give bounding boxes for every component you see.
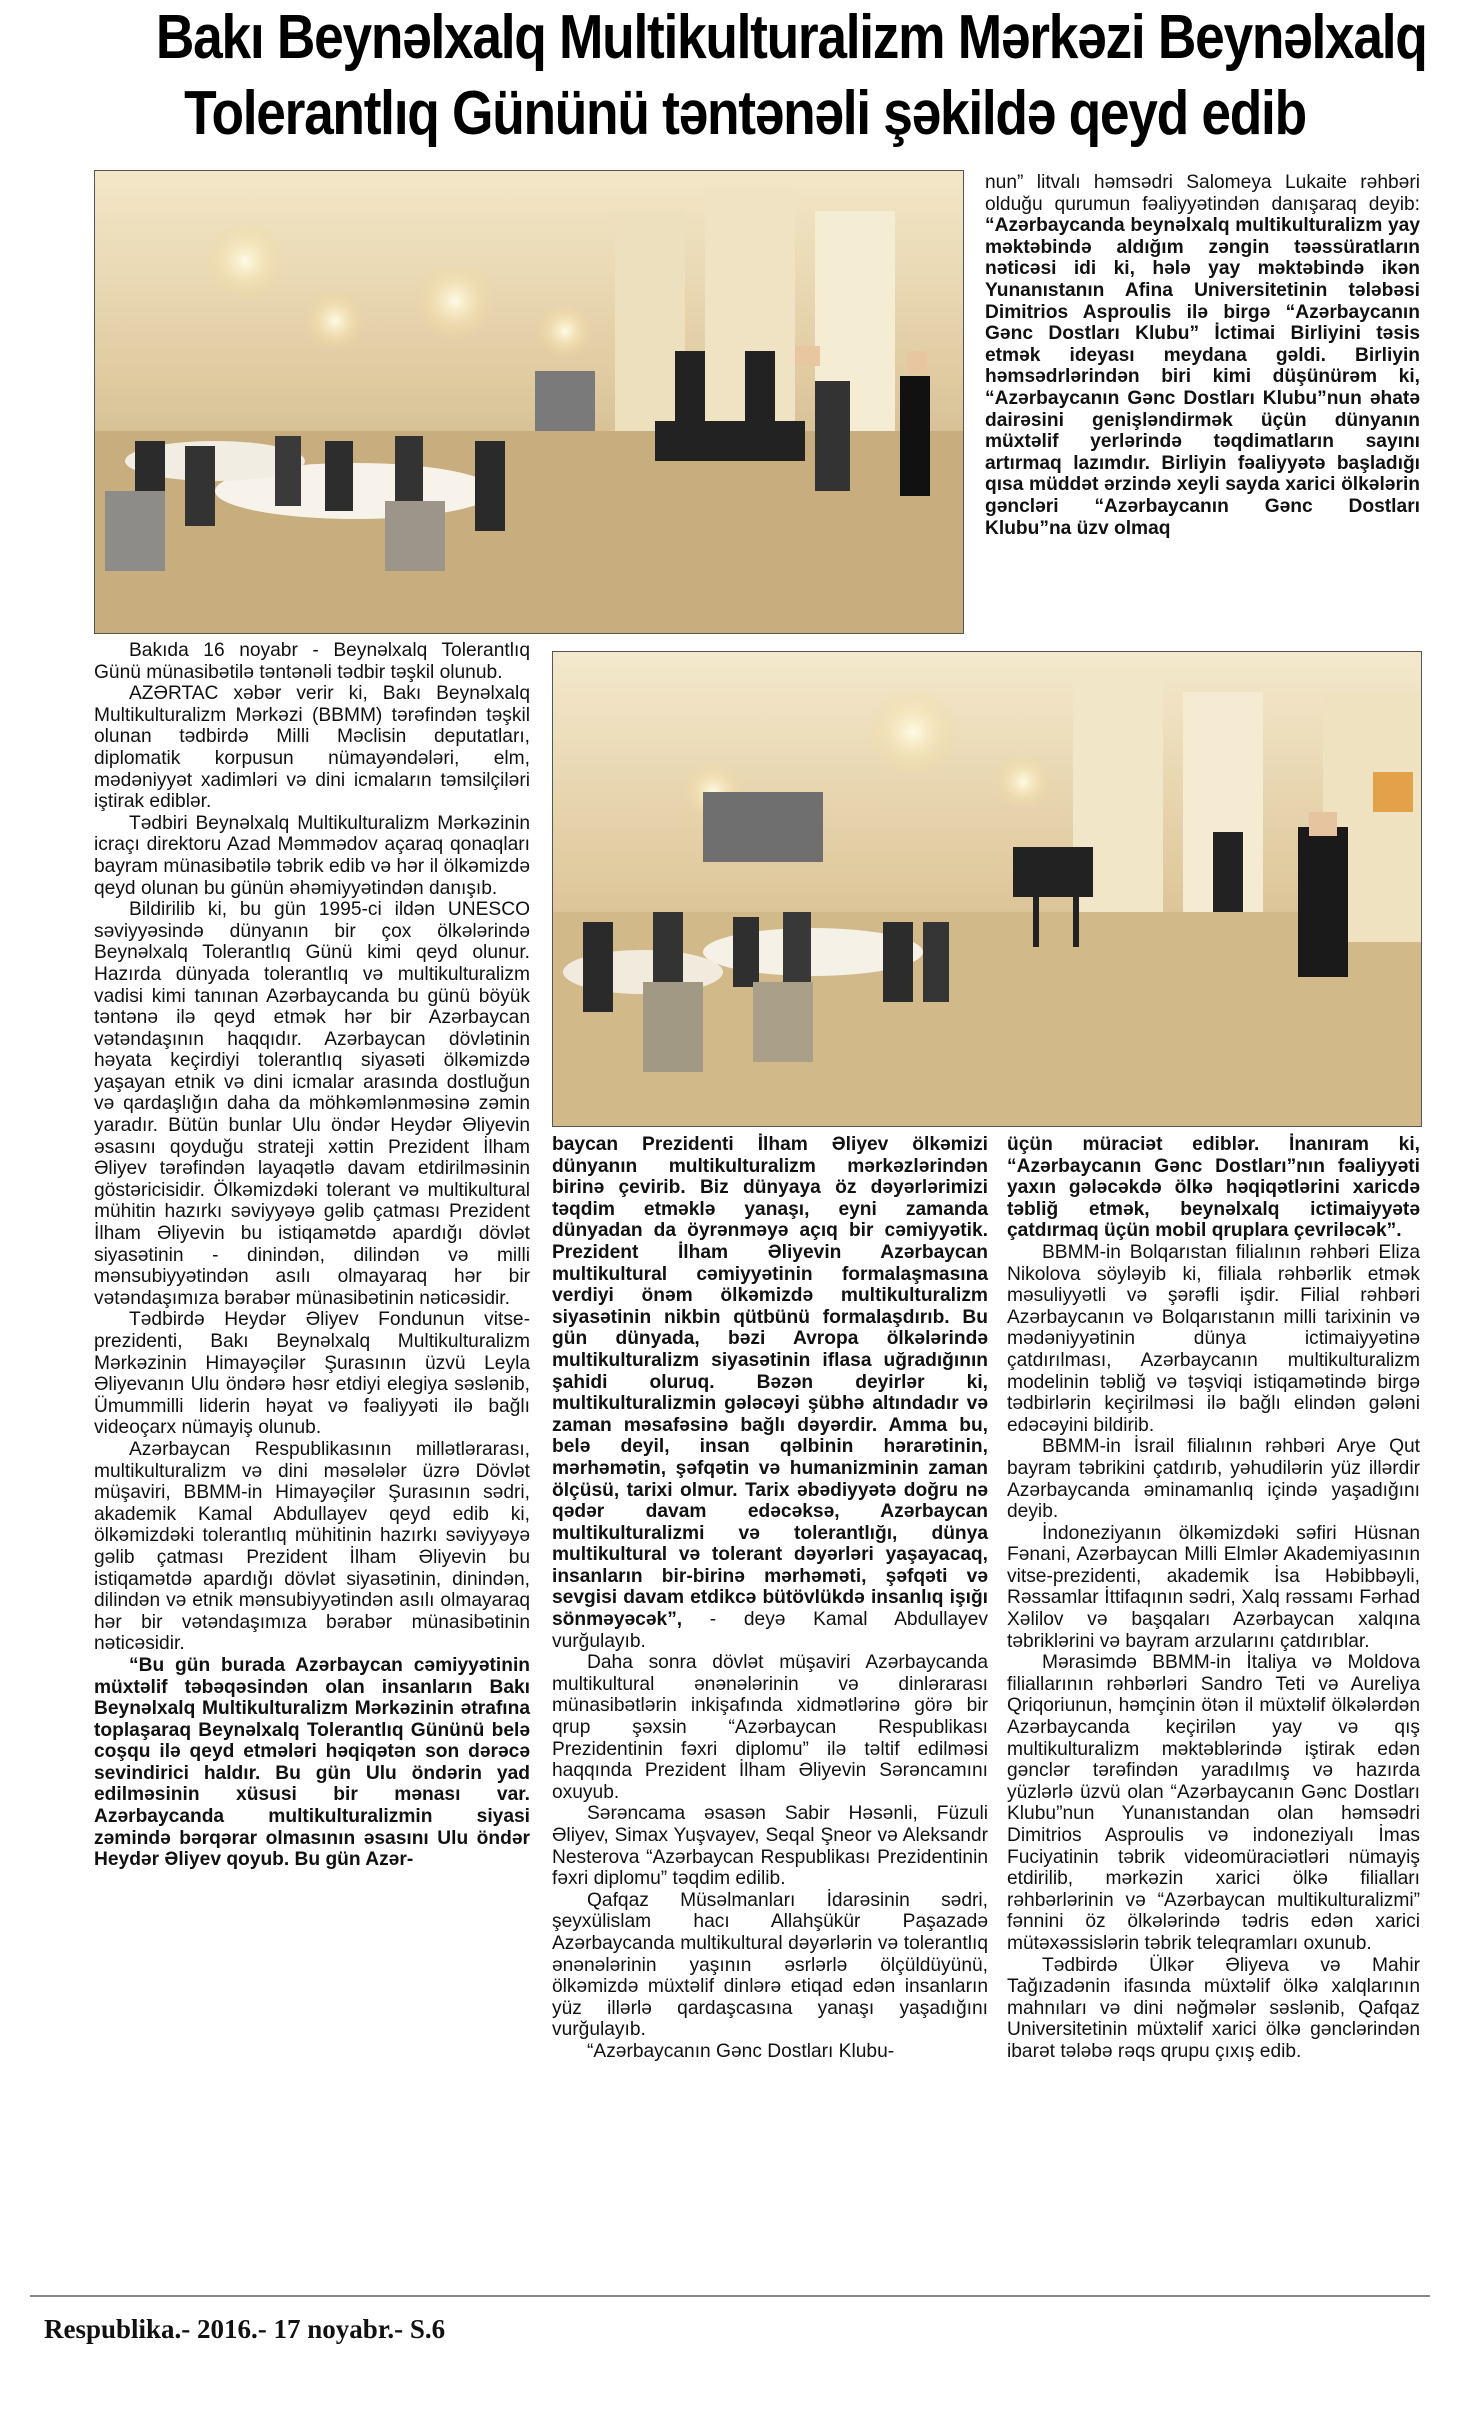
paragraph [94,683,530,813]
paragraph-text: “Bu gün burada Azərbaycan cəmiyyətinin müxtəlif təbəqəsindən olan insanların Bakı Beynəlxalq Multikulturalizm Mərkəzinin ətrafına toplaşaraq Beynəlxalq Tolerantlıq Gününü belə coşqu ilə qeyd etmələri həqiqətən son dərəcə sevindirici haldır. Bu gün Ulu öndərin yad edilməsinin xüsusi bir mənası var. Azərbaycanda multikulturalizmin siyasi zəmində bərqərar olmasının əsasını Ulu öndər Heydər Əliyev qoyub. Bu gün Azər- [94,1654,530,1871]
paragraph [985,172,1420,539]
paragraph-text: Tədbirdə Heydər Əliyev Fondunun vitse-prezidenti, Bakı Beynəlxalq Multikulturalizm Mərkəzinin Himayəçilər Şurasının üzvü Leyla Əliyevanın Ulu öndərə həsr etdiyi elegiya səslənib, Ümummilli liderin həyat və fəaliyyəti ilə bağlı videoçarx nümayiş olunub. [94,1309,530,1439]
headline-line-1: Bakı Beynəlxalq Multikulturalizm Mərkəzi Beynəlxalq [155,3,1427,72]
headline-line-2: Tolerantlıq Gününü təntənəli şəkildə qeyd edib [184,79,1306,148]
paragraph [1007,1523,1420,1653]
paragraph-text: Bildirilib ki, bu gün 1995-ci ildən UNESCO səviyyəsində dünyanın bir çox ölkələrində Beynəlxalq Tolerantlıq Günü kimi qeyd olunur. Hazırda dünyada tolerantlıq və multikulturalizm vadisi kimi tanınan Azərbaycanda bu günü böyük təntənə ilə qeyd etmək hər bir Azərbaycan vətəndaşının haqqıdır. Azərbaycan dövlətinin həyata keçirdiyi tolerantlıq siyasəti ölkəmizdə yaşayan etnik və dini icmalar arasında dostluğun və qardaşlığın daha da möhkəmlənməsinə zəmin yaradır. Bütün bunlar Ulu öndər Heydər Əliyevin əsasını qoyduğu strateji xəttin Prezident İlham Əliyev tərəfindən layaqətlə davam etdirilməsinin göstəricisidir. Ölkəmizdəki tolerant və multikultural mühitin hazırkı səviyyəyə gəlib çatması Prezident İlham Əliyevin bu istiqamətdə apardığı dövlət siyasətinin - dinindən, dilindən və milli mənsubiyyətindən asılı olmayaraq hər bir vətəndaşımıza bərabər münasibətinin nəticəsidir. [94,899,530,1309]
paragraph [552,1803,988,1889]
headline [155,0,1427,148]
article-column-2 [552,1134,988,2063]
paragraph-text: Tədbiri Beynəlxalq Multikulturalizm Mərkəzinin icraçı direktoru Azad Məmmədov açaraq qonaqları bayram münasibətilə təbrik edib və hər il ölkəmizdə qeyd olunan bu günün əhəmiyyətindən danışıb. [94,812,530,899]
paragraph-text: Qafqaz Müsəlmanları İdarəsinin sədri, şeyxülislam hacı Allahşükür Paşazadə Azərbaycanda multikultural dəyərlərin və tolerantlıq ənənələrinin yaşının əsrlərlə ölçüldüyünü, ölkəmizdə müxtəlif dinlərə etiqad edən insanların yüz illərlə qardaşcasına yanaşı yaşadığını vurğulayıb. [552,1889,988,2041]
paragraph-text: “Azərbaycanın Gənc Dostları Klubu- [587,2040,895,2062]
paragraph-text: İndoneziyanın ölkəmizdəki səfiri Hüsnan Fənani, Azərbaycan Milli Elmlər Akademiyasının vitse-prezidenti, akademik İsa Həbibbəyli, Rəssamlar İttifaqının sədri, Xalq rəssamı Fərhad Xəlilov və başqaları Azərbaycan xalqına təbriklərini və bayram arzularını çatdırıblar. [1007,1522,1420,1652]
paragraph [552,1134,988,1652]
paragraph-text: üçün müraciət ediblər. İnanıram ki, “Azərbaycanın Gənc Dostları”nın fəaliyyəti yaxın gələcəkdə ölkə həqiqətlərini xaricdə təbliğ etmək, beynəlxalq ictimaiyyətə çatdırmaq üçün mobil qruplara çevriləcək”. [1007,1134,1420,1242]
paragraph [552,2041,988,2063]
paragraph-text: Daha sonra dövlət müşaviri Azərbaycanda multikultural ənənələrinin və dinlərarası münasibətlərin inkişafında xidmətlərinə görə bir qrup şəxsin “Azərbaycan Respublikası Prezidentinin fəxri diplomu” ilə təltif edilməsi haqqında Prezident İlham Əliyevin Sərəncamını oxuyub. [552,1652,988,1803]
source-citation: Respublika.- 2016.- 17 noyabr.- S.6 [44,2314,446,2344]
paragraph-text: Azərbaycan Respublikasının millətlərarası, multikulturalizm və dini məsələlər üzrə Dövlət müşaviri, BBMM-in Himayəçilər Şurasının sədri, akademik Kamal Abdullayev qeyd edib ki, ölkəmizdəki tolerantlıq mühitinin hazırkı səviyyəyə gəlib çatması Prezident İlham Əliyevin bu istiqamətdə apardığı dövlət siyasətinin, dinindən, dilindən və etnik mənsubiyyətindən asılı olmayaraq hər bir vətəndaşımıza bərabər münasibətinin nəticəsidir. [94,1438,530,1655]
paragraph-text: Tədbirdə Ülkər Əliyeva və Mahir Tağızadənin ifasında müxtəlif ölkə xalqlarının mahnıları və dini nəğmələr səslənib, Qafqaz Universitetinin müxtəlif xarici ölkə gənclərindən ibarət tələbə rəqs qrupu çıxış edib. [1007,1954,1420,2062]
paragraph-tail: - deyə Kamal Abdullayev vurğulayıb. [552,1609,988,1652]
paragraph-text: baycan Prezidenti İlham Əliyev ölkəmizi dünyanın multikulturalizm mərkəzlərindən birinə çevirib. Biz dünyaya öz dəyərlərimizi təqdim etməklə yanaşı, eyni zamanda dünyadan da öyrənməyə açıq bir cəmiyyətik. Prezident İlham Əliyevin Azərbaycan multikultural cəmiyyətinin formalaşmasına verdiyi önəm ölkəmizdə multikulturalizm siyasətinin nikbin qütbünü formalaşdırıb. Bu gün dünyada, bəzi Avropa ölkələrində multikulturalizm siyasətinin iflasa uğradığının şahidi oluruq. Bəzən deyirlər ki, multikulturalizmin gələcəyi şübhə altındadır və zaman məsafəsinə bağlı dəyərdir. Amma bu, belə deyil, insan qəlbinin hərarətinin, mərhəmətin, şəfqətin və humanizminin zaman ölçüsü, tarixi olmur. Tarix əbədiyyətə doğru nə qədər davam edəcəksə, Azərbaycan multikulturalizmi və tolerantlığı, dünya multikultural və tolerant dəyərləri yaşayacaq, insanların bir-birinə mərhəməti, şəfqəti və sevgisi davam etdikcə bütövlükdə insanlıq işığı sönməyəcək”, [552,1134,988,1631]
paragraph-text: Bakıda 16 noyabr - Beynəlxalq Tolerantlıq Günü münasibətilə təntənəli tədbir təşkil olunub. [94,640,530,683]
paragraph [1007,1652,1420,1954]
paragraph [94,1439,530,1655]
paragraph-text: BBMM-in Bolqarıstan filialının rəhbəri Eliza Nikolova söyləyib ki, filiala rəhbərlik etmək məsuliyyətli və şərəfli işdir. Filial rəhbəri Azərbaycanın və Bolqarıstanın milli tarixinin və mədəniyyətinin dünya ictimaiyyətinə çatdırılması, Azərbaycanın multikulturalizm modelinin təbliğ və təşviqi istiqamətində birgə tədbirlərin keçirilməsi ilə bağlı elindən gələni edəcəyini bildirib. [1007,1241,1420,1436]
paragraph [94,1655,530,1871]
paragraph-text: Sərəncama əsasən Sabir Həsənli, Füzuli Əliyev, Simax Yuşvayev, Seqal Şneor və Aleksandr Nesterova “Azərbaycan Respublikası Prezidentinin fəxri diplomu” təqdim edilib. [552,1803,988,1890]
paragraph [1007,1436,1420,1522]
paragraph [1007,1242,1420,1436]
footer-divider [30,2295,1430,2297]
paragraph [1007,1134,1420,1242]
paragraph [94,1309,530,1439]
paragraph-text: BBMM-in İsrail filialının rəhbəri Arye Qut bayram təbrikini çatdırıb, yəhudilərin yüz illərdir Azərbaycanda əminamanlıq içində yaşadığını deyib. [1007,1436,1420,1523]
article-column-1 [94,640,530,1871]
event-hall-photo-2 [552,651,1422,1127]
paragraph-quote: “Azərbaycanda beynəlxalq multikulturalizm yay məktəbində aldığım zəngin təəssüratların nəticəsi idi ki, hələ yay məktəbində ikən Yunanıstanın Afina Universitetinin tələbəsi Dimitrios Asproulis ilə birgə “Azərbaycanın Gənc Dostları Klubu” İctimai Birliyini təsis etmək ideyası meydana gəldi. Birliyin həmsədrlərindən biri kimi düşünürəm ki, “Azərbaycanın Gənc Dostları Klubu”nun əhatə dairəsini genişləndirmək üçün dünyanın müxtəlif yerlərində təqdimatların sayını artırmaq lazımdır. Birliyin fəaliyyətə başladığı qısa müddət ərzində xeyli sayda xarici ölkələrin gəncləri “Azərbaycanın Gənc Dostları Klubu”na üzv olmaq [985,215,1420,539]
paragraph [552,1652,988,1803]
paragraph [94,899,530,1309]
paragraph-text: nun” litvalı həmsədri Salomeya Lukaite rəhbəri olduğu qurumun fəaliyyətindən danışaraq deyib: [985,172,1420,215]
paragraph-text: AZƏRTAC xəbər verir ki, Bakı Beynəlxalq Multikulturalizm Mərkəzi (BBMM) tərəfindən təşkil olunan tədbirdə Milli Məclisin deputatları, diplomatik korpusun nümayəndələri, elm, mədəniyyət xadimləri və dini icmaların təmsilçiləri iştirak ediblər. [94,683,530,813]
paragraph [94,813,530,899]
paragraph [1007,1955,1420,2063]
event-hall-photo-1 [94,170,964,634]
article-column-3 [1007,1134,1420,2063]
paragraph [94,640,530,683]
paragraph-text: Mərasimdə BBMM-in İtaliya və Moldova filiallarının rəhbərləri Sandro Teti və Aureliya Qriqoriunun, həmçinin ötən il müxtəlif ölkələrdən Azərbaycanda keçirilən yay və qış multikulturalizm məktəblərində iştirak edən gənclər tərəfindən yaradılmış və hazırda yüzlərlə üzvü olan “Azərbaycanın Gənc Dostları Klubu”nun Yunanıstandan olan həmsədri Dimitrios Asproulis və indoneziyalı İmas Fuciyatinin təbrik videomüraciətləri nümayiş etdirilib, mərkəzin xarici ölkə filialları rəhbərlərinin və “Azərbaycan multikulturalizmi” fənnini öz ölkələrində tədris edən xarici mütəxəssislərin təbrik teleqramları oxunub. [1007,1652,1420,1954]
paragraph [552,1890,988,2041]
article-column-3-top [985,172,1420,539]
